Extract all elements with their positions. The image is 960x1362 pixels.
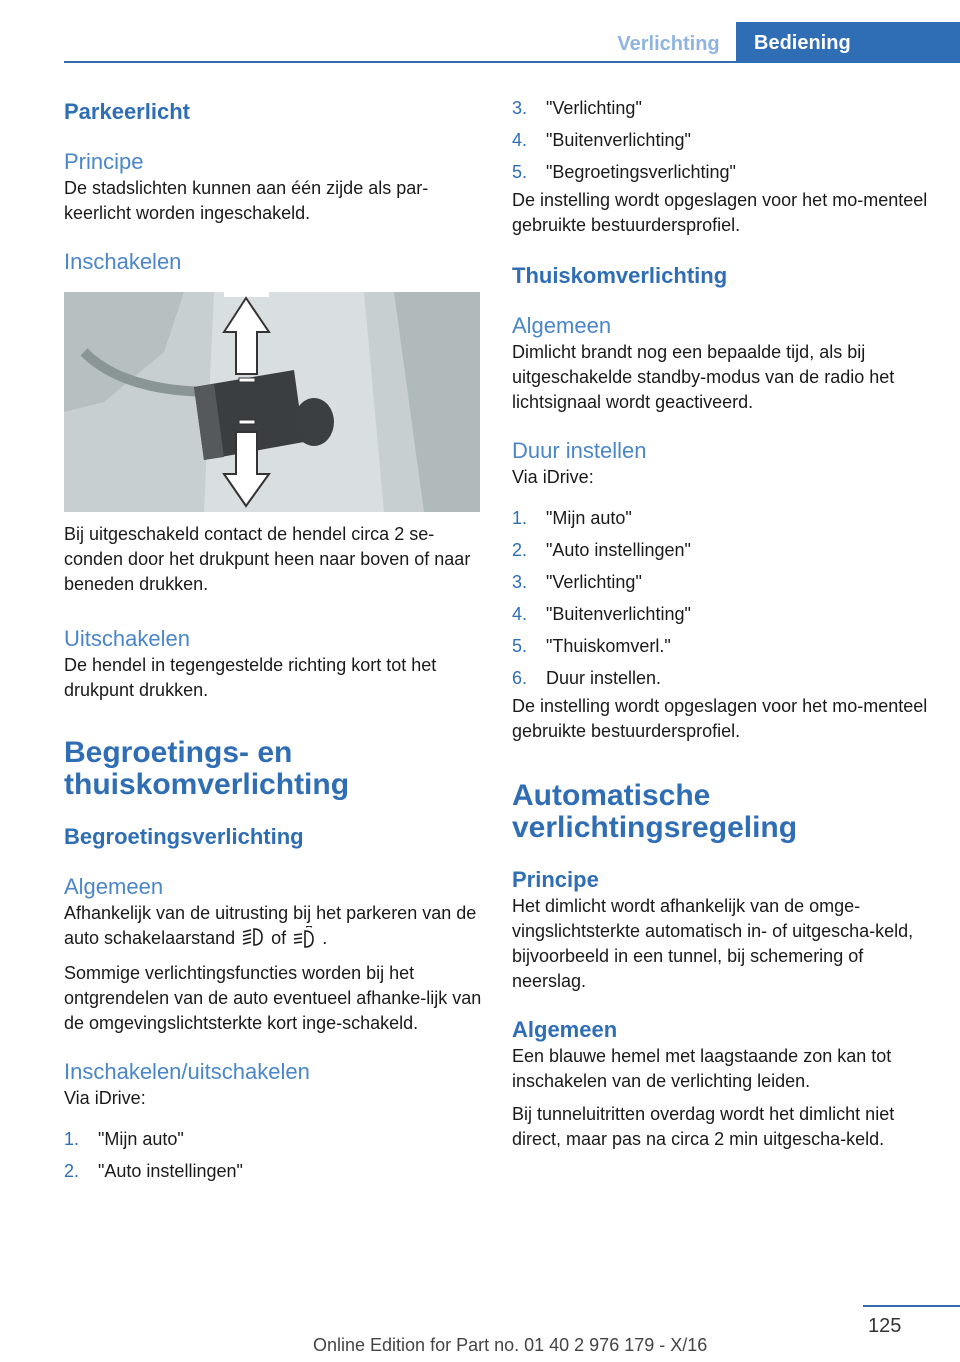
heading-thuiskomverlichting: Thuiskomverlichting — [512, 263, 728, 288]
step-number: 1. — [64, 1129, 80, 1149]
text-via-idrive: Via iDrive: — [64, 1088, 146, 1108]
heading-principe: Principe — [64, 149, 144, 174]
page-number: 125 — [868, 1315, 902, 1337]
heading-algemeen-3: Algemeen — [512, 1017, 618, 1042]
text-inschakelen: Bij uitgeschakeld contact de hendel circa 2 se-conden door het drukpunt heen naar boven of naar beneden drukken. — [64, 524, 471, 594]
step-number: 5. — [512, 636, 528, 656]
step-number: 1. — [512, 508, 528, 528]
text-principe-2: Het dimlicht wordt afhankelijk van de omge-vingslichtsterkte automatisch in- of uitgescha-keld, bijvoorbeeld in een tunnel, bij schemering of neerslag. — [512, 896, 914, 991]
auto-headlight-icon — [291, 926, 317, 948]
heading-parkeerlicht: Parkeerlicht — [64, 99, 190, 124]
step-text: "Verlichting" — [546, 98, 642, 118]
chapter-tab: Bediening — [736, 22, 960, 62]
step-text: "Buitenverlichting" — [546, 604, 691, 624]
step-text: "Buitenverlichting" — [546, 130, 691, 150]
step-number: 5. — [512, 162, 528, 182]
list-item — [512, 566, 930, 598]
step-number: 3. — [512, 572, 528, 592]
right-column — [512, 98, 930, 1152]
text-opgeslagen-2: De instelling wordt opgeslagen voor het mo-menteel gebruikte bestuurdersprofiel. — [512, 696, 928, 741]
step-number: 2. — [64, 1161, 80, 1181]
step-text: "Auto instellingen" — [546, 540, 691, 560]
heading-begroetings-thuiskom: Begroetings- en thuiskomverlichting — [64, 736, 350, 801]
list-item — [512, 502, 930, 534]
steps-list-duur — [512, 502, 930, 694]
heading-begroetingsverlichting: Begroetingsverlichting — [64, 824, 304, 849]
step-text: "Thuiskomverl." — [546, 636, 671, 656]
text-algemeen-3: Een blauwe hemel met laagstaande zon kan tot inschakelen van de verlichting leiden. — [512, 1046, 892, 1091]
list-item — [512, 124, 930, 156]
header-rule — [64, 61, 960, 63]
heading-inschakelen-uitschakelen: Inschakelen/uitschakelen — [64, 1059, 310, 1084]
text-thuiskom: Dimlicht brandt nog een bepaalde tijd, als bij uitgeschakelde standby-modus van de radio het lichtsignaal wordt geactiveerd. — [512, 342, 895, 412]
heading-algemeen-2: Algemeen — [512, 313, 612, 338]
text-uitschakelen: De hendel in tegengestelde richting kort tot het drukpunt drukken. — [64, 655, 437, 700]
step-text: Duur instellen. — [546, 668, 662, 688]
left-column — [64, 98, 482, 1187]
lever-illustration — [64, 292, 480, 512]
edition-text: Online Edition for Part no. 01 40 2 976 179 - X/16 — [313, 1335, 708, 1355]
list-item — [64, 1123, 482, 1155]
text-algemeen-1a: Afhankelijk van de uitrusting bij het parkeren van de auto schakelaarstand — [64, 903, 477, 948]
heading-principe-2: Principe — [512, 867, 599, 892]
list-item — [512, 92, 930, 124]
list-item — [64, 1155, 482, 1187]
low-beam-icon — [240, 926, 266, 948]
step-number: 4. — [512, 604, 528, 624]
heading-uitschakelen: Uitschakelen — [64, 626, 190, 651]
text-via-idrive-2: Via iDrive: — [512, 467, 594, 487]
heading-automatische-verlichtingsregeling: Automatische verlichtingsregeling — [512, 779, 798, 844]
step-text: "Mijn auto" — [98, 1129, 184, 1149]
step-number: 2. — [512, 540, 528, 560]
text-algemeen-2: Sommige verlichtingsfuncties worden bij het ontgrendelen van de auto eventueel afhanke-lijk van de omgevingslichtsterkte kort inge-schakeld. — [64, 963, 482, 1033]
text-opgeslagen-1: De instelling wordt opgeslagen voor het mo-menteel gebruikte bestuurdersprofiel. — [512, 190, 928, 235]
text-algemeen-1b: of — [271, 928, 287, 948]
text-algemeen-1c: . — [322, 928, 328, 948]
text-principe: De stadslichten kunnen aan één zijde als par-keerlicht worden ingeschakeld. — [64, 178, 429, 223]
steps-list-left — [64, 1123, 482, 1187]
section-tab: Verlichting — [617, 33, 720, 55]
step-text: "Mijn auto" — [546, 508, 632, 528]
step-number: 6. — [512, 668, 528, 688]
step-text: "Auto instellingen" — [98, 1161, 243, 1181]
list-item — [512, 598, 930, 630]
text-algemeen-1 — [64, 901, 482, 951]
list-item — [512, 534, 930, 566]
lever-drawing — [64, 292, 480, 512]
steps-list-right-1 — [512, 92, 930, 188]
heading-algemeen: Algemeen — [64, 874, 164, 899]
step-number: 3. — [512, 98, 528, 118]
step-number: 4. — [512, 130, 528, 150]
heading-duur-instellen: Duur instellen — [512, 438, 647, 463]
list-item — [512, 630, 930, 662]
list-item — [512, 156, 930, 188]
heading-inschakelen: Inschakelen — [64, 249, 182, 274]
footer-rule — [863, 1305, 960, 1307]
step-text: "Begroetingsverlichting" — [546, 162, 736, 182]
text-algemeen-4: Bij tunneluitritten overdag wordt het dimlicht niet direct, maar pas na circa 2 min uitgescha-keld. — [512, 1104, 895, 1149]
step-text: "Verlichting" — [546, 572, 642, 592]
page-header — [0, 0, 960, 64]
list-item — [512, 662, 930, 694]
